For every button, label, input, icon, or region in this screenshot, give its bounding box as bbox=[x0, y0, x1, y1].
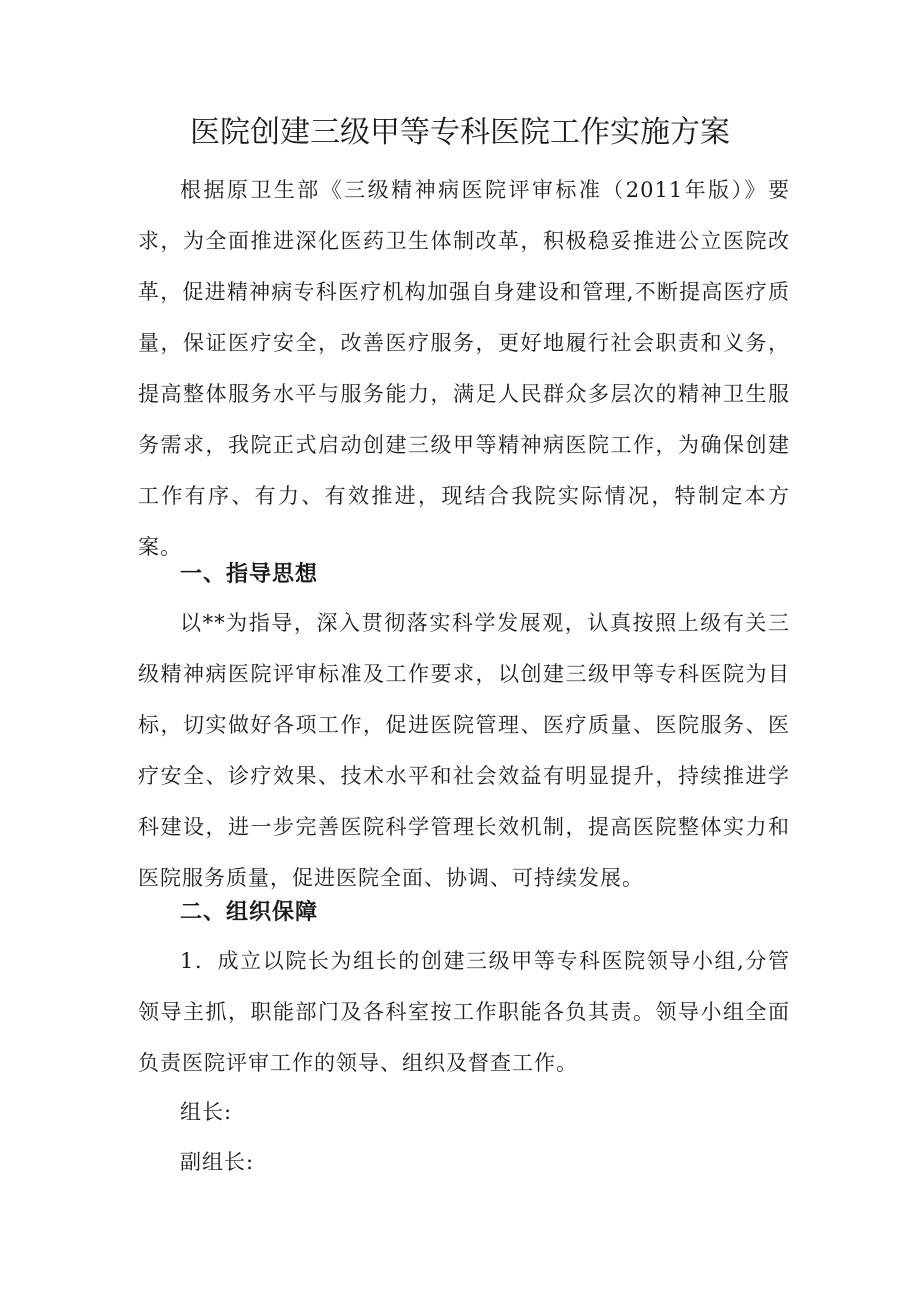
organization-item-1: 1．成立以院长为组长的创建三级甲等专科医院领导小组,分管领导主抓，职能部门及各科室按工作职能各负其责。领导小组全面负责医院评审工作的领导、组织及督查工作。 bbox=[138, 949, 790, 1075]
leader-label: 组长: bbox=[180, 1100, 233, 1124]
section-heading-guiding-ideology: 一、指导思想 bbox=[180, 562, 319, 587]
guiding-ideology-paragraph: 以**为指导，深入贯彻落实科学发展观，认真按照上级有关三级精神病医院评审标准及工作要求，以创建三级甲等专科医院为目标，切实做好各项工作，促进医院管理、医疗质量、医院服务、医疗安全、诊疗效果、技术水平和社会效益有明显提升，持续推进学科建设，进一步完善医院科学管理长效机制，提高医院整体实力和医院服务质量，促进医院全面、协调、可持续发展。 bbox=[138, 611, 790, 890]
document-title: 医院创建三级甲等专科医院工作实施方案 bbox=[190, 115, 730, 150]
section-heading-organization: 二、组织保障 bbox=[180, 900, 319, 925]
deputy-leader-label: 副组长: bbox=[180, 1150, 255, 1174]
intro-paragraph: 根据原卫生部《三级精神病医院评审标准（2011年版）》要求，为全面推进深化医药卫生体制改革，积极稳妥推进公立医院改革，促进精神病专科医疗机构加强自身建设和管理,不断提高医疗质量，保证医疗安全，改善医疗服务，更好地履行社会职责和义务，提高整体服务水平与服务能力，满足人民群众多层次的精神卫生服务需求，我院正式启动创建三级甲等精神病医院工作，为确保创建工作有序、有力、有效推进，现结合我院实际情况，特制定本方案。 bbox=[138, 178, 790, 559]
